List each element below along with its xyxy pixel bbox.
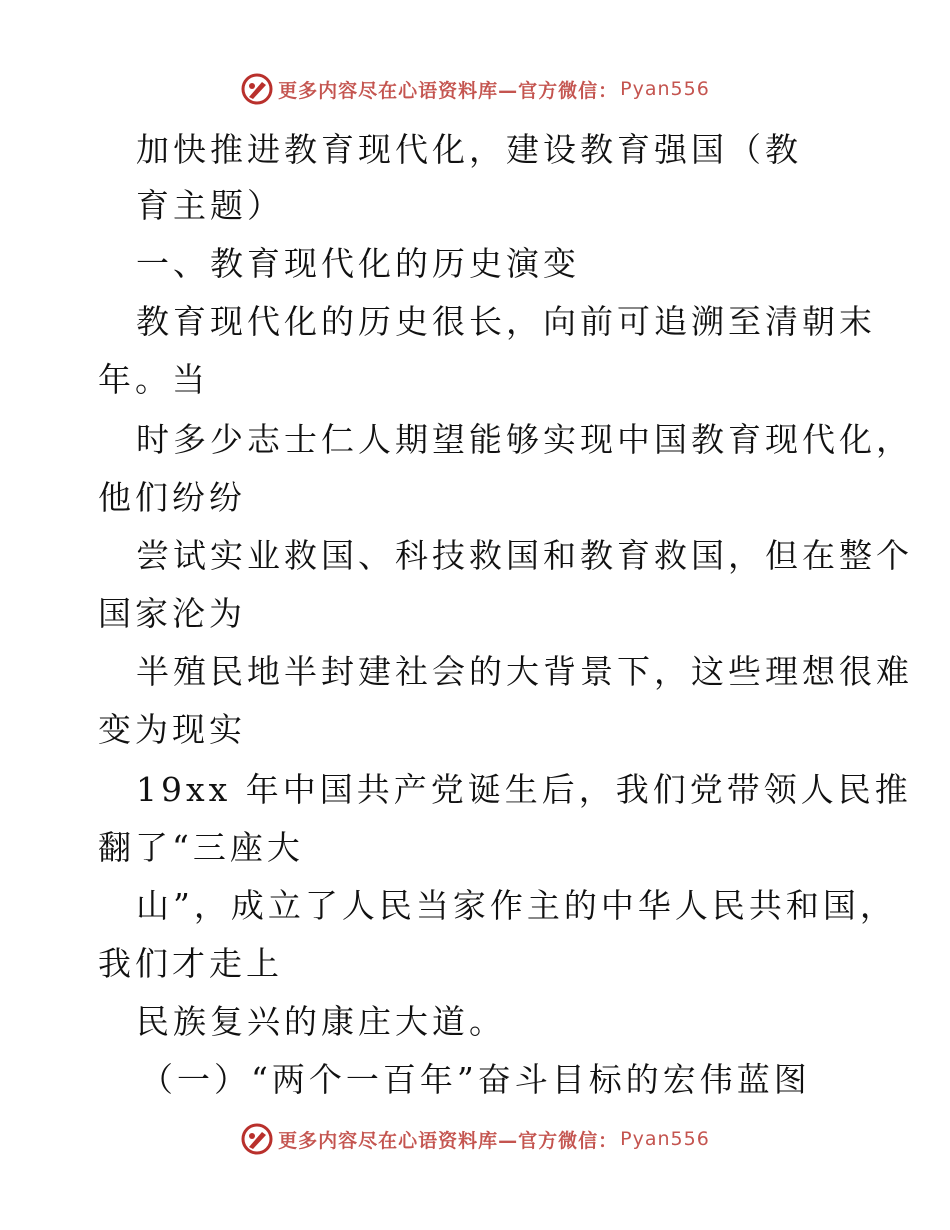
doc-title-line-1: 加快推进教育现代化，建设教育强国（教: [136, 130, 802, 169]
section-heading: 一、教育现代化的历史演变: [136, 244, 580, 283]
paragraph-line: 变为现实: [98, 710, 246, 749]
paragraph-line: 年。当: [98, 360, 209, 399]
doc-title-line-2: 育主题）: [136, 186, 284, 225]
watermark-text: 更多内容尽在心语资料库—官方微信：: [278, 79, 619, 102]
paragraph-line: 尝试实业救国、科技救国和教育救国，但在整个: [136, 536, 913, 575]
paragraph-line: 他们纷纷: [98, 478, 246, 517]
brush-pen-icon: [240, 1122, 274, 1156]
paragraph-line: 国家沦为: [98, 594, 246, 633]
watermark-id: Pyan556: [620, 78, 710, 100]
paragraph-line: 我们才走上: [98, 944, 283, 983]
watermark-text: 更多内容尽在心语资料库—官方微信：: [278, 1129, 619, 1152]
paragraph-line: 翻了“三座大: [98, 828, 304, 867]
paragraph-line: 时多少志士仁人期望能够实现中国教育现代化，: [136, 420, 913, 459]
paragraph-line: 山”，成立了人民当家作主的中华人民共和国，: [136, 886, 897, 925]
watermark-id: Pyan556: [620, 1128, 710, 1150]
paragraph-line: 民族复兴的康庄大道。: [136, 1002, 506, 1041]
paragraph-line: 教育现代化的历史很长，向前可追溯至清朝末: [136, 302, 876, 341]
paragraph-line: 19xx 年中国共产党诞生后，我们党带领人民推: [136, 770, 912, 809]
subsection-heading: （一）“两个一百年”奋斗目标的宏伟蓝图: [140, 1060, 811, 1099]
paragraph-line: 半殖民地半封建社会的大背景下，这些理想很难: [136, 652, 913, 691]
footer-watermark: [0, 1122, 950, 1156]
